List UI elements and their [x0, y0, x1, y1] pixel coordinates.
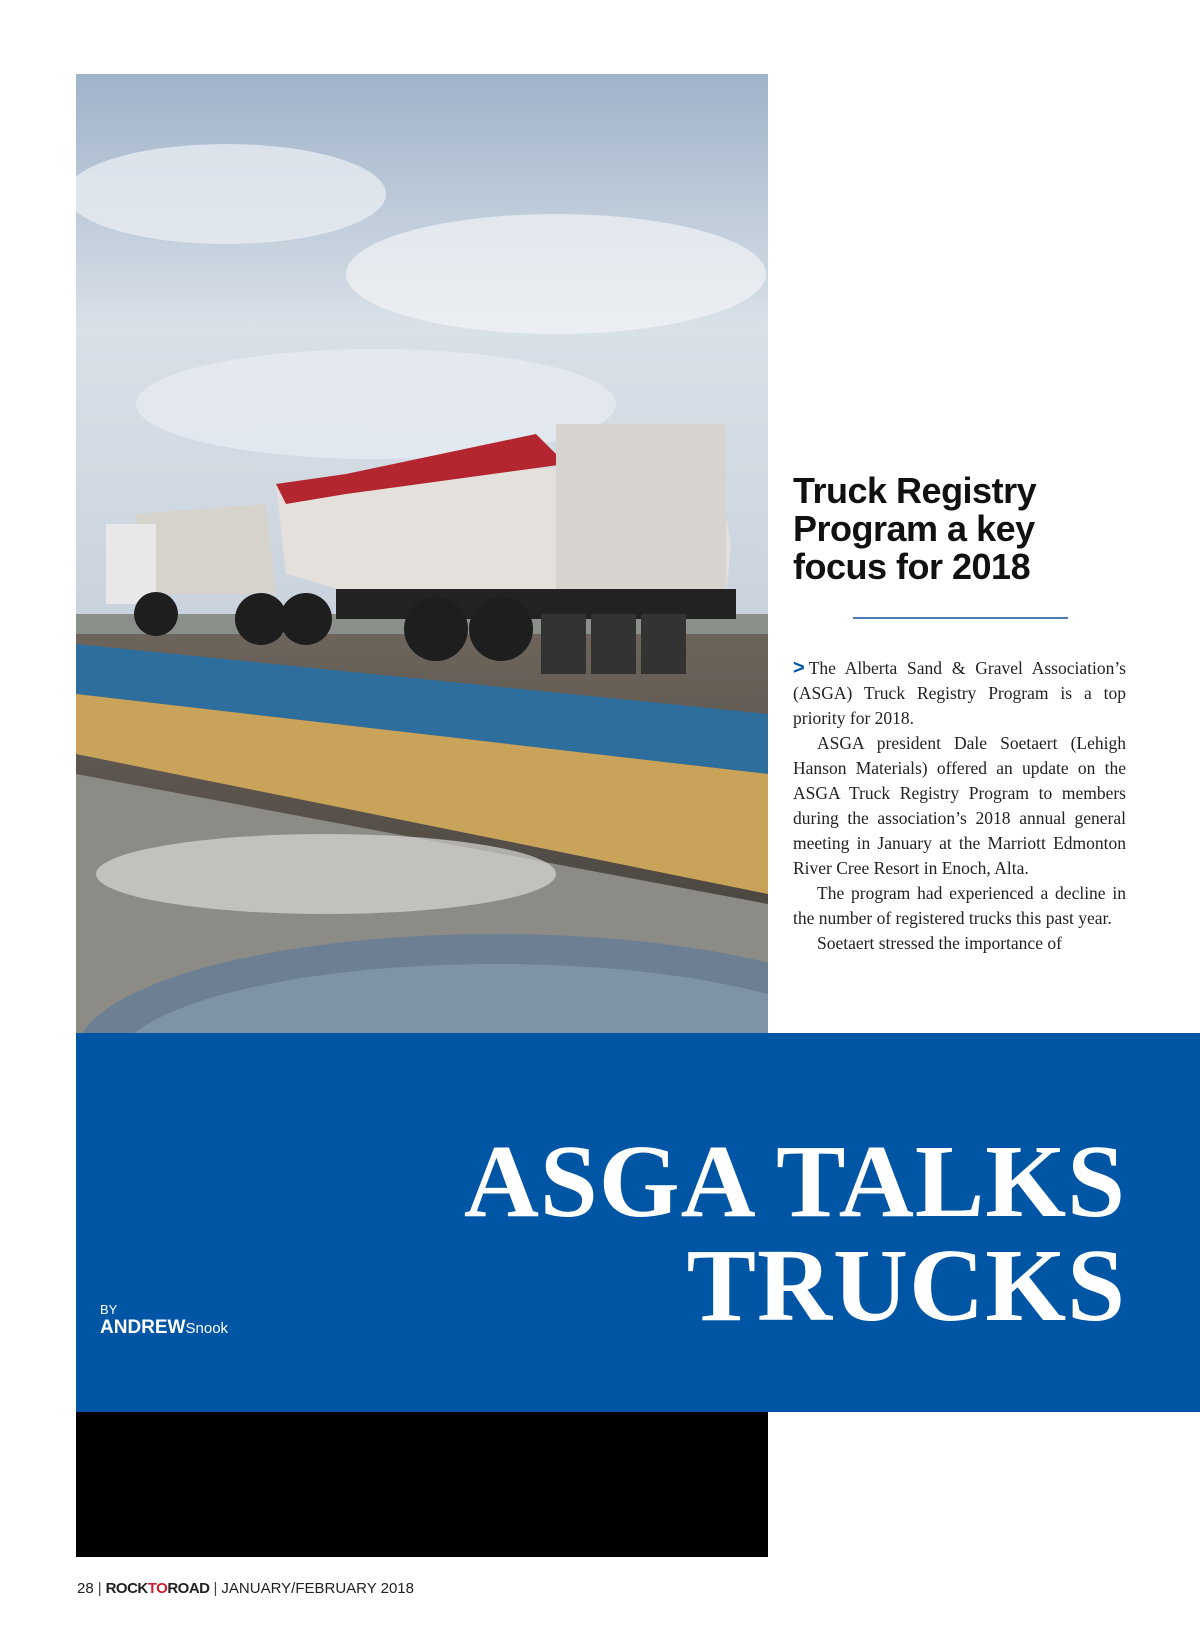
- body-paragraph: ASGA president Dale Soetaert (Lehigh Hanson Materials) offered an update on the ASGA Truck Registry Program to members during the association’s 2018 annual general meeting in January at the Marriott Edmonton River Cree Resort in Enoch, Alta.: [793, 733, 1126, 878]
- author-first-name: ANDREW: [100, 1317, 186, 1338]
- issue-date: JANUARY/FEBRUARY 2018: [221, 1580, 414, 1597]
- feature-title: [226, 1124, 1126, 1343]
- feature-title-line1: ASGA TALKS: [463, 1124, 1126, 1239]
- dump-truck-photo-icon: [76, 74, 768, 1034]
- sidebar-headline: Truck Registry Program a key focus for 2018: [793, 470, 1037, 587]
- body-paragraph: The program had experienced a decline in the number of registered trucks this past year.: [793, 883, 1126, 928]
- headline-rule: [853, 617, 1068, 619]
- author-last-name: Snook: [185, 1320, 229, 1337]
- body-paragraph: Soetaert stressed the importance of: [817, 933, 1062, 953]
- sidebar-body: [793, 656, 1126, 956]
- page-footer: 28 | ROCKTOROAD | JANUARY/FEBRUARY 2018: [77, 1580, 414, 1597]
- page-number: 28: [77, 1580, 94, 1597]
- black-block: [76, 1412, 768, 1557]
- magazine-logo: ROCKTOROAD: [105, 1580, 210, 1597]
- byline-label: BY: [100, 1302, 118, 1317]
- byline: [100, 1303, 228, 1339]
- body-paragraph: > The Alberta Sand & Gravel Association’s (ASGA) Truck Registry Program is a top priority for 2018.: [793, 657, 1126, 728]
- truck-photo: [76, 74, 768, 1034]
- feature-title-line2: TRUCKS: [686, 1228, 1126, 1343]
- chevron-right-icon: >: [793, 657, 805, 679]
